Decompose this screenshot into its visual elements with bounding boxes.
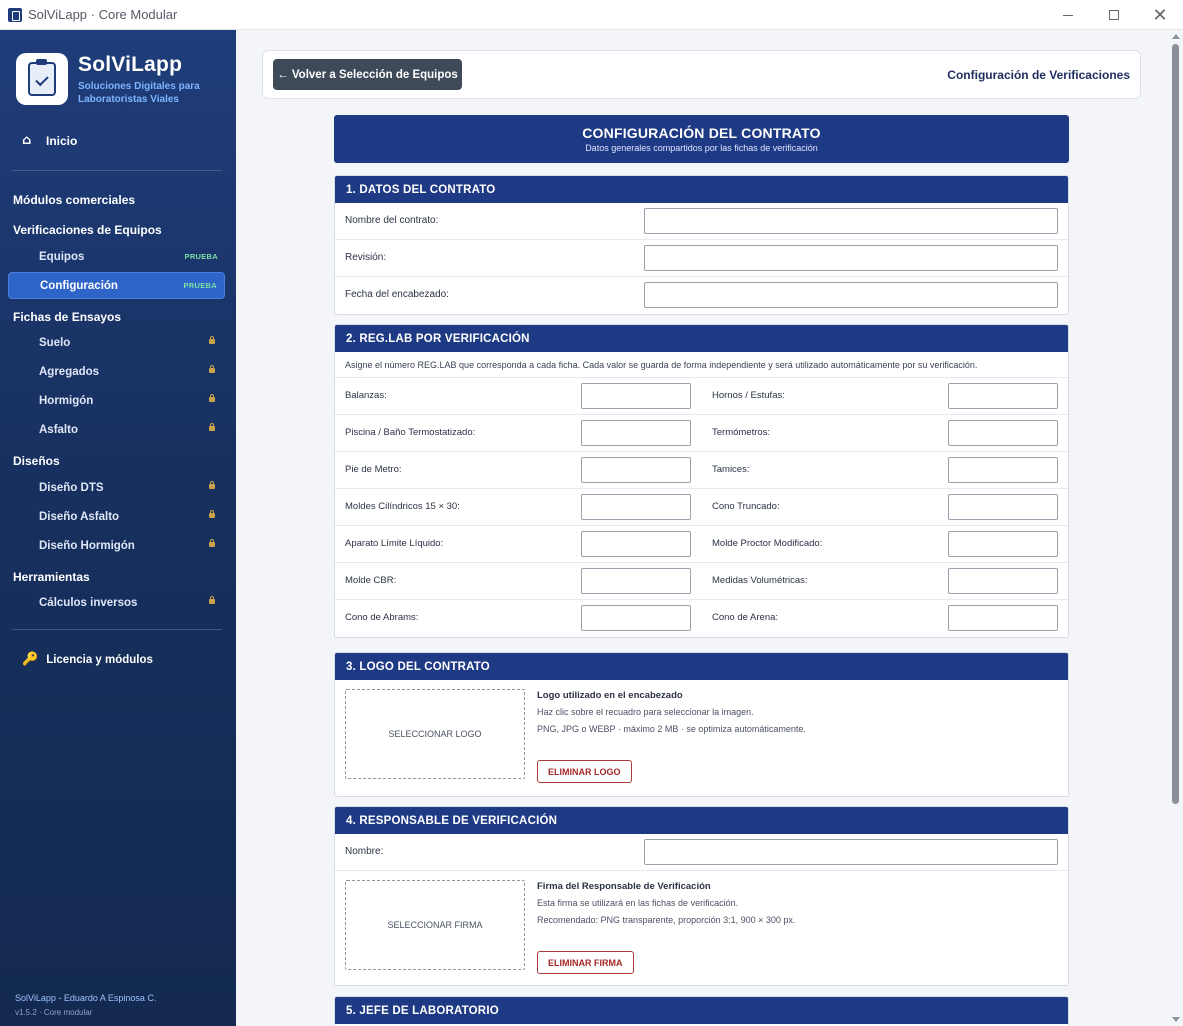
key-icon: 🔑 [22,652,39,667]
sidebar-item-label: Cálculos inversos [39,596,138,609]
footer-author: SolViLapp - Eduardo A Espinosa C. [15,993,157,1003]
sidebar-item-label: Diseño Hormigón [39,539,135,552]
delete-signature-button[interactable]: ELIMINAR FIRMA [537,951,634,974]
brand-name: SolViLapp [78,53,183,76]
reglab-input[interactable] [581,457,691,483]
responsible-name-input[interactable] [644,839,1058,865]
page-title: Configuración de Verificaciones [947,68,1130,82]
signature-heading: Firma del Responsable de Verificación [537,881,711,892]
reglab-input[interactable] [948,383,1058,409]
brand-logo [16,53,68,105]
contract-banner [334,115,1069,163]
reglab-notice: Asigne el número REG.LAB que corresponda a cada ficha. Cada valor se guarda de forma independiente y será utilizado automáticamente por su verificación. [335,352,1068,378]
reglab-label: Cono Truncado: [712,501,780,512]
reglab-label: Molde CBR: [345,575,397,586]
reglab-input[interactable] [948,568,1058,594]
lock-icon [209,513,215,518]
reglab-label: Molde Proctor Modificado: [712,538,823,549]
sidebar-item-label: Agregados [39,365,100,378]
scroll-down-icon[interactable] [1172,1017,1180,1022]
brand [16,53,208,106]
back-button[interactable]: ← Volver a Selección de Equipos [273,59,462,90]
lock-icon [209,368,215,373]
trial-badge: PRUEBA [184,252,218,261]
minimize-button[interactable] [1045,0,1091,30]
reglab-input[interactable] [581,605,691,631]
lock-icon [209,599,215,604]
reglab-label: Medidas Volumétricas: [712,575,808,586]
header-date-label: Fecha del encabezado: [345,289,449,300]
app-icon [8,8,22,22]
sidebar-item-diseno-hormigon[interactable] [8,532,225,559]
close-icon: ✕ [1152,4,1168,26]
card-title: 4. RESPONSABLE DE VERIFICACIÓN [335,807,1068,834]
signature-help-text: Esta firma se utilizará en las fichas de verificación. [537,898,739,908]
logo-format-text: PNG, JPG o WEBP · máximo 2 MB · se optimiza automáticamente. [537,724,806,734]
banner-subtitle: Datos generales compartidos por las fichas de verificación [585,143,818,153]
maximize-button[interactable] [1091,0,1137,30]
sidebar-item-label: Suelo [39,336,71,349]
revision-input[interactable] [644,245,1058,271]
reglab-label: Moldes Cilíndricos 15 × 30: [345,501,460,512]
reglab-label: Hornos / Estufas: [712,390,785,401]
reglab-input[interactable] [581,568,691,594]
nav-license[interactable] [22,652,153,667]
contract-data-card [334,175,1069,315]
contract-name-input[interactable] [644,208,1058,234]
reglab-input[interactable] [581,494,691,520]
trial-badge: PRUEBA [183,281,217,290]
lock-icon [209,397,215,402]
page-header [262,50,1141,99]
lock-icon [209,484,215,489]
nav-home[interactable] [22,133,77,148]
section-herramientas: Herramientas [13,570,90,584]
sidebar-divider [12,170,222,171]
reglab-label: Cono de Arena: [712,612,779,623]
nav-commercial-modules[interactable]: Módulos comerciales [13,193,136,207]
sidebar [0,30,236,1026]
brand-subtitle: Soluciones Digitales para Laboratoristas Viales [78,81,200,105]
responsible-card [334,806,1069,986]
sidebar-item-suelo[interactable] [8,329,225,356]
reglab-label: Termómetros: [712,427,771,438]
reglab-input[interactable] [948,420,1058,446]
sidebar-item-diseno-asfalto[interactable] [8,503,225,530]
card-title: 1. DATOS DEL CONTRATO [335,176,1068,203]
sidebar-item-configuracion[interactable] [8,272,225,299]
sidebar-item-diseno-dts[interactable] [8,474,225,501]
reglab-label: Aparato Límite Líquido: [345,538,444,549]
window-title: SolViLapp · Core Modular [28,7,178,22]
sidebar-item-label: Equipos [39,250,85,263]
section-verificaciones: Verificaciones de Equipos [13,223,162,237]
reglab-label: Pie de Metro: [345,464,402,475]
delete-logo-button[interactable]: ELIMINAR LOGO [537,760,632,783]
sidebar-item-equipos[interactable] [8,243,225,270]
minimize-icon [1063,15,1073,16]
sidebar-item-label: Diseño Asfalto [39,510,120,523]
banner-title: CONFIGURACIÓN DEL CONTRATO [582,125,821,141]
sidebar-item-label: Hormigón [39,394,94,407]
responsible-name-label: Nombre: [345,846,384,857]
revision-label: Revisión: [345,252,387,263]
scroll-thumb[interactable] [1172,44,1179,804]
reglab-label: Tamices: [712,464,750,475]
clipboard-check-icon [28,62,56,96]
sidebar-item-calculos-inversos[interactable] [8,589,225,616]
signature-dropzone[interactable]: SELECCIONAR FIRMA [345,880,525,970]
lock-icon [209,339,215,344]
nav-license-label: Licencia y módulos [46,653,153,666]
sidebar-item-label: Configuración [40,279,118,292]
sidebar-item-label: Diseño DTS [39,481,104,494]
footer-version: v1.5.2 · Core modular [15,1008,93,1017]
reglab-input[interactable] [948,605,1058,631]
window-titlebar [0,0,1183,30]
logo-card [334,652,1069,797]
reglab-input[interactable] [581,383,691,409]
window-controls [1045,0,1183,30]
logo-help-text: Haz clic sobre el recuadro para seleccionar la imagen. [537,707,754,717]
lock-icon [209,426,215,431]
lab-chief-card [334,996,1069,1026]
reglab-input[interactable] [581,531,691,557]
logo-dropzone[interactable]: SELECCIONAR LOGO [345,689,525,779]
header-date-input[interactable] [644,282,1058,308]
reglab-input[interactable] [948,457,1058,483]
section-fichas: Fichas de Ensayos [13,310,122,324]
maximize-icon [1109,10,1119,20]
scroll-up-icon[interactable] [1172,34,1180,39]
card-title: 3. LOGO DEL CONTRATO [335,653,1068,680]
signature-format-text: Recomendado: PNG transparente, proporción 3:1, 900 × 300 px. [537,915,796,925]
reglab-input[interactable] [581,420,691,446]
scrollbar[interactable] [1169,30,1183,1026]
contract-name-label: Nombre del contrato: [345,215,439,226]
reglab-input[interactable] [948,494,1058,520]
sidebar-item-asfalto[interactable] [8,416,225,443]
home-icon: ⌂ [22,133,32,148]
sidebar-item-hormigon[interactable] [8,387,225,414]
sidebar-divider [12,629,222,630]
reglab-input[interactable] [948,531,1058,557]
lock-icon [209,542,215,547]
sidebar-item-label: Asfalto [39,423,78,436]
section-disenos: Diseños [13,454,60,468]
close-button[interactable] [1137,0,1183,30]
logo-heading: Logo utilizado en el encabezado [537,690,683,701]
reglab-label: Piscina / Baño Termostatizado: [345,427,476,438]
reglab-label: Cono de Abrams: [345,612,419,623]
card-title: 2. REG.LAB POR VERIFICACIÓN [335,325,1068,352]
sidebar-item-agregados[interactable] [8,358,225,385]
card-title: 5. JEFE DE LABORATORIO [335,997,1068,1024]
reglab-card [334,324,1069,638]
reglab-label: Balanzas: [345,390,387,401]
nav-home-label: Inicio [46,133,78,148]
